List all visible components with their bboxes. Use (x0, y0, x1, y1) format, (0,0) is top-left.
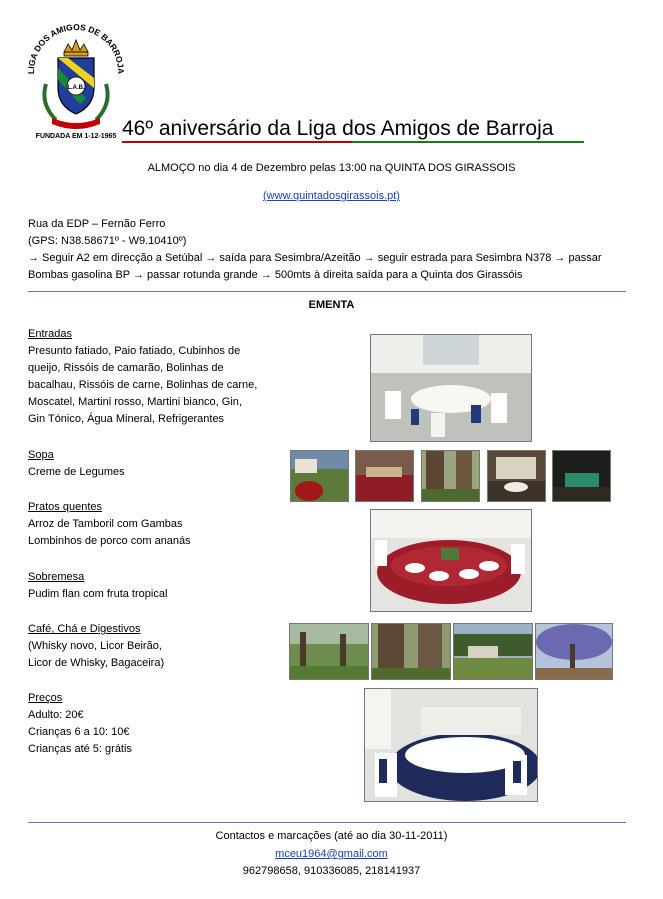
photo-tree (421, 450, 480, 502)
precos-line: Crianças 6 a 10: 10€ (28, 726, 130, 738)
photo-tree-trunks (371, 623, 451, 680)
section-sopa (28, 447, 125, 481)
photo-blue-tables (364, 688, 538, 802)
section-sobremesa (28, 569, 167, 603)
section-entradas (28, 326, 268, 428)
photo-pool-night (552, 450, 611, 502)
logo (26, 22, 126, 140)
directions-line-1: → Seguir A2 em direcção a Setúbal → saída para Sesimbra/Azeitão → seguir estrada para Sesimbra N378 → passar (28, 252, 602, 264)
footer-phones: 962798658, 910336085, 218141937 (242, 865, 421, 877)
svg-text:FUNDADA EM 1-12-1965: FUNDADA EM 1-12-1965 (35, 133, 117, 140)
directions-line-2: Bombas gasolina BP → passar rotunda grande → 500mts à direita saída para a Quinta dos Girassóis (28, 269, 523, 281)
precos-title: Preços (28, 692, 63, 704)
sobremesa-title: Sobremesa (28, 571, 85, 583)
address-line: Rua da EDP – Fernão Ferro (28, 218, 166, 230)
entradas-line: Gin Tónico, Água Mineral, Refrigerantes (28, 413, 225, 425)
svg-text:LIGA DOS AMIGOS DE BARROJA: LIGA DOS AMIGOS DE BARROJA (26, 22, 126, 75)
photo-garden-1 (289, 623, 369, 680)
page-title: 46º aniversário da Liga dos Amigos de Barroja (122, 117, 554, 140)
logo-emblem (26, 22, 126, 140)
sobremesa-line: Pudim flan com fruta tropical (28, 588, 168, 600)
rule-top (28, 291, 626, 292)
title-underline-red (122, 141, 352, 143)
cafe-line: Licor de Whisky, Bagaceira) (28, 657, 165, 669)
section-pratos (28, 499, 191, 550)
photo-table-red (355, 450, 414, 502)
svg-text:L.A.B.: L.A.B. (67, 85, 85, 91)
photo-grounds-1 (290, 450, 349, 502)
gps-line: (GPS: N38.58671º - W9.10410º) (28, 235, 187, 247)
menu-heading: EMENTA (308, 299, 355, 311)
precos-line: Adulto: 20€ (28, 709, 84, 721)
title-underline-green (352, 141, 584, 143)
entradas-line: Presunto fatiado, Paio fatiado, Cubinhos de (28, 345, 241, 357)
footer-contacts: Contactos e marcações (até ao dia 30-11-2011) (215, 830, 448, 842)
entradas-line: Moscatel, Martini rosso, Martini bianco, Gin, (28, 396, 242, 408)
sopa-line: Creme de Legumes (28, 466, 125, 478)
cafe-line: (Whisky novo, Licor Beirão, (28, 640, 162, 652)
pratos-title: Pratos quentes (28, 501, 102, 513)
email-link[interactable]: mceu1964@gmail.com (275, 848, 388, 860)
entradas-line: bacalhau, Rissóis de carne, Bolinhas de carne, (28, 379, 258, 391)
section-precos (28, 690, 132, 758)
pratos-line: Lombinhos de porco com ananás (28, 535, 191, 547)
photo-house-garden (453, 623, 533, 680)
photo-red-tables (370, 509, 532, 612)
photo-hall-interior (487, 450, 546, 502)
photo-banquet-hall (370, 334, 532, 442)
cafe-title: Café, Chá e Digestivos (28, 623, 141, 635)
event-subtitle: ALMOÇO no dia 4 de Dezembro pelas 13:00 na QUINTA DOS GIRASSOIS (147, 162, 516, 174)
precos-line: Crianças até 5: grátis (28, 743, 132, 755)
entradas-title: Entradas (28, 328, 73, 340)
entradas-line: queijo, Rissóis de camarão, Bolinhas de (28, 362, 224, 374)
sopa-title: Sopa (28, 449, 54, 461)
section-cafe (28, 621, 164, 672)
photo-jacaranda (535, 623, 613, 680)
website-link[interactable]: (www.quintadosgirassois.pt) (263, 190, 400, 202)
rule-bottom (28, 822, 626, 823)
pratos-line: Arroz de Tamboril com Gambas (28, 518, 183, 530)
